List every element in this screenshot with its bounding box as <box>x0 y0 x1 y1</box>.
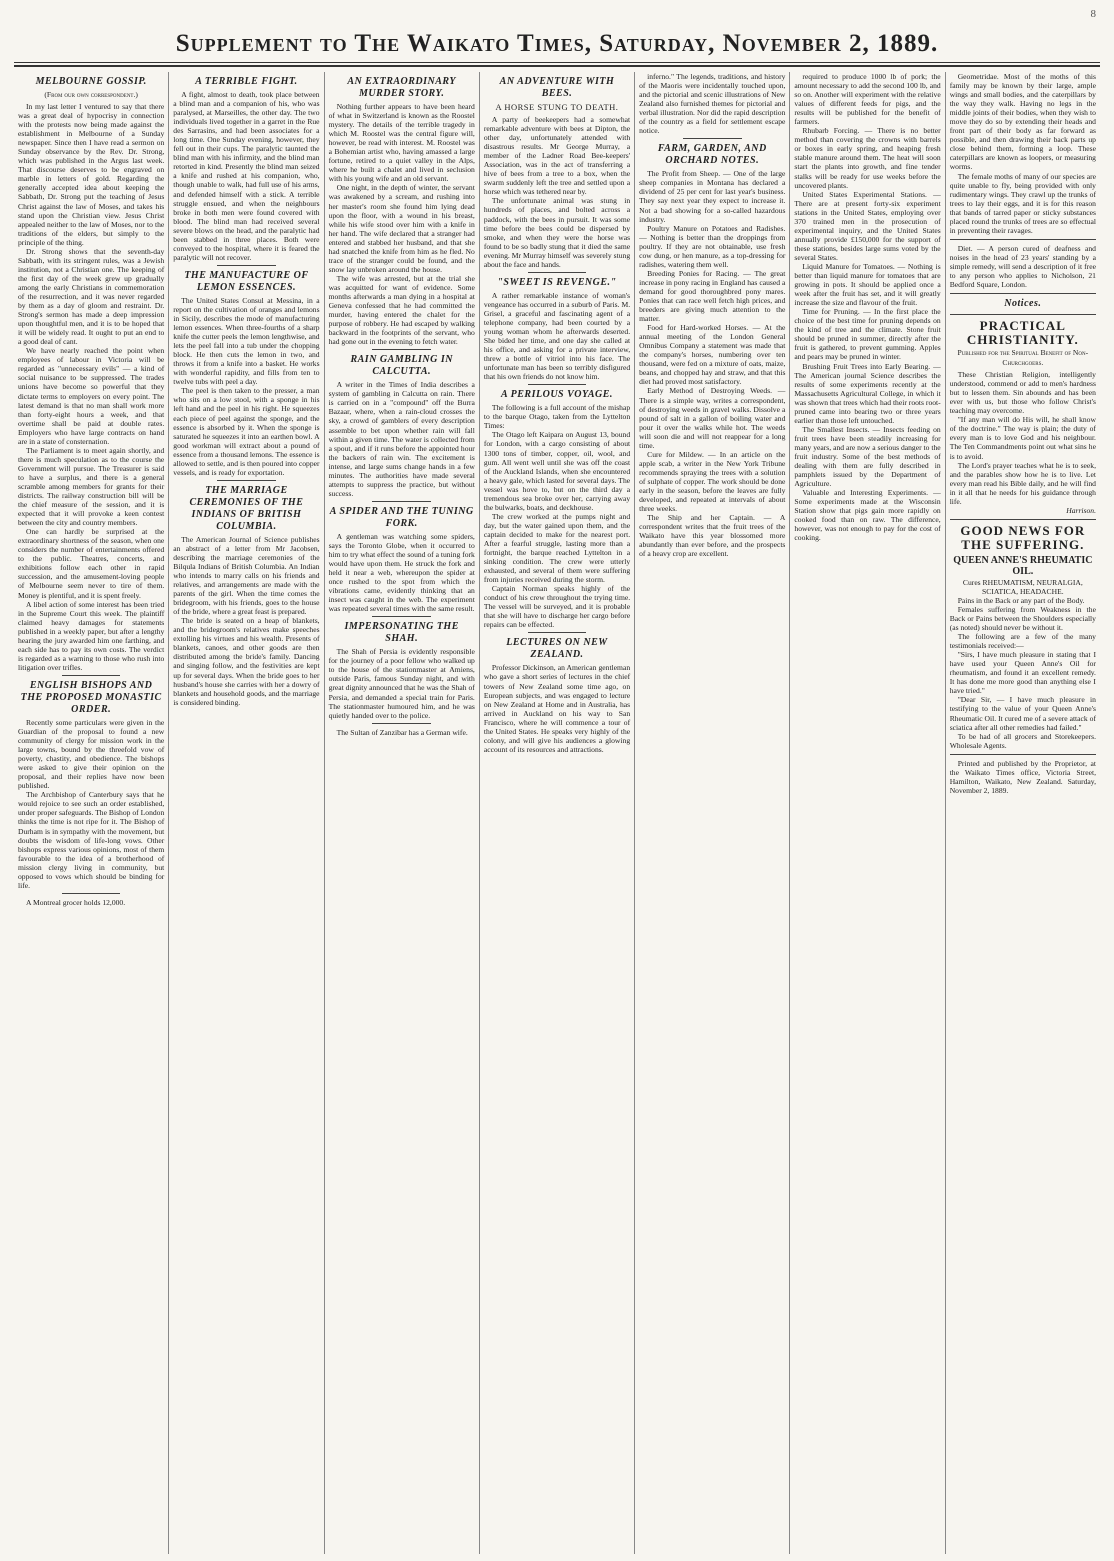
article-heading: AN ADVENTURE WITH BEES. <box>499 76 615 99</box>
column-1 <box>14 72 168 1554</box>
advert-paragraph: Diet. — A person cured of deafness and noises in the head of 23 years' standing by a simple remedy, will send a description of it free to any person who applies to Nicholson, 21 Bedford Square, London. <box>949 243 1096 290</box>
article-paragraph: The female moths of many of our species are quite unable to fly, being provided with only rudimentary wings. They crawl up the trunks of trees to lay their eggs, and it is for this reason that bands of tarred paper or sticky substances placed round the trunks of trees are so effectual in preventing their ravages. <box>949 171 1096 235</box>
article-paragraph: The unfortunate animal was stung in hundreds of places, and bolted across a paddock, with the bees in pursuit. It was some time before the bees could be dispersed by smoke, and when they were the horse was found to be so badly stung that it died the same evening. Mr Murray himself was severely stung about the face and hands. <box>483 196 631 269</box>
advert-paragraph: The Lord's prayer teaches what he is to seek, and the parables show how he is to live. Let every man read his Bible daily, and he will find in it all that he needs for his guidance through life. <box>949 460 1096 506</box>
advert-title: GOOD NEWS FOR THE SUFFERING. <box>960 522 1086 552</box>
article-divider <box>372 501 431 502</box>
article-divider <box>528 632 587 633</box>
column-4 <box>479 72 634 1554</box>
advert-paragraph: These Christian Religion, intelligently understood, commend or add to men's hardness but to lessen them. Sin abounds and has been ever with us, but those who follow Christ's teaching may overcome. <box>949 370 1096 416</box>
article-paragraph: One can hardly be surprised at the extraordinary shortness of the season, when one considers the number of entertainments offered to the public. Theatres, concerts, and exhibitions follow each other in rapid succession, and the amusement-loving people of Melbourne seem never to tire of them. Money is plentiful, and it is spent freely. <box>18 527 165 600</box>
article-heading: ENGLISH BISHOPS AND THE PROPOSED MONASTIC ORDER. <box>20 679 162 715</box>
article-paragraph: The Shah of Persia is evidently responsible for the journey of a poor fellow who walked up to the house of the stationmaster at Amiens, outside Paris, famous Sunday night, and with great dignity announced that he was the Shah of Persia, and demanded a special train for Paris. The stationmaster humoured him, and he was quietly handed over to the police. <box>328 647 475 720</box>
masthead-rule-thick <box>14 65 1100 67</box>
notices-heading: Notices. <box>1004 298 1042 310</box>
page-number: 8 <box>1090 8 1096 20</box>
article-divider <box>217 265 276 266</box>
article-paragraph: One night, in the depth of winter, the servant was awakened by a scream, and rushing into her master's room she found him lying dead upon the floor, with a wound in his breast, while his wife stood over him with a knife in her hand. The wife declared that a stranger had entered and stabbed her husband, and that she had snatched the knife from him as he fled. No trace of the stranger could be found, and the snow lay unbroken around the house. <box>328 183 475 274</box>
advert-cures: Cures RHEUMATISM, NEURALGIA, SCIATICA, HEADACHE. <box>962 577 1083 596</box>
article-divider <box>683 138 742 139</box>
advert-title: PRACTICAL CHRISTIANITY. <box>966 318 1079 348</box>
article-heading: A SPIDER AND THE TUNING FORK. <box>329 505 474 529</box>
article-divider <box>950 293 1096 294</box>
article-paragraph: The following is a full account of the mishap to the barque Otago, taken from the Lyttelton Times: <box>483 403 631 431</box>
article-paragraph: In my last letter I ventured to say that there was a great deal of hypocrisy in connection with the protests now being made against the establishment in Melbourne of a Sunday newspaper. Since then I have read a sermon on Sunday observance by the Rev. Dr. Strong, which was published in the Argus last week. That discourse deserves to be engraved on marble in letters of gold. Regarding the generally accepted idea about keeping the Sabbath, Dr. Strong put the teaching of Jesus Christ against the law of Moses, and takes his stand upon the Christian view. Jesus Christ appealed neither to the law of Moses, nor to the traditions of the elders, but simply to the principle of the thing. <box>18 102 165 247</box>
article-paragraph: Liquid Manure for Tomatoes. — Nothing is better than liquid manure for tomatoes that are growing in pots. It should be applied once a week after the fruit has set, and it will greatly increase the size and flavour of the fruit. <box>794 261 941 308</box>
advert-signature: Harrison. <box>1066 505 1096 515</box>
article-divider <box>528 384 587 385</box>
article-paragraph: Recently some particulars were given in the Guardian of the proposal to found a new community of clergy for mission work in the large towns, bound by the threefold vow of poverty, chastity, and obedience. The bishops were asked to give their opinion on the proposal, and their replies have now been published. <box>18 717 165 791</box>
article-paragraph: The Ship and her Captain. — A correspondent writes that the fruit trees of the Waikato have this year blossomed more abundantly than ever before, and the prospects of a heavy crop are excellent. <box>639 513 786 559</box>
column-2 <box>168 72 323 1554</box>
article-paragraph: Breeding Ponies for Racing. — The great increase in pony racing in England has caused a demand for good thoroughbred pony mares. Ponies that can race well fetch high prices, and breeders are giving much attention to the matter. <box>639 268 786 324</box>
article-paragraph: The American Journal of Science publishes an abstract of a letter from Mr Jacobsen, describing the marriage ceremonies of the Bilqula Indians of British Columbia. An Indian who intends to marry calls on his friends and relatives, and arrangements are made with the parents of the girl. When the time comes the bridegroom, with his friends, goes to the house of the bride, where a great feast is prepared. <box>173 534 320 617</box>
column-7 <box>945 72 1100 1554</box>
article-heading: "SWEET IS REVENGE." <box>497 276 617 288</box>
article-paragraph: Early Method of Destroying Weeds. — There is a simple way, writes a correspondent, of destroying weeds in gravel walks. Dissolve a pound of salt in a gallon of boiling water and pour it over the walks while hot. The weeds will soon die and will not reappear for a long time. <box>639 386 786 450</box>
advert-subtitle: Published for the Spiritual Benefit of Non-Churchgoers. <box>957 348 1089 368</box>
advert-paragraph: The following are a few of the many testimonials received:— <box>949 632 1096 651</box>
article-paragraph: The peel is then taken to the presser, a man who sits on a low stool, with a sponge in his left hand and the peel in his right. He squeezes each piece of peel against the sponge, and the essence is absorbed by it. When the sponge is saturated he squeezes it into an earthen bowl. A good workman will extract about a pound of essence from a thousand lemons. The essence is allowed to settle, and is then poured into copper vessels, and is ready for exportation. <box>173 386 320 477</box>
article-paragraph: Poultry Manure on Potatoes and Radishes. — Nothing is better than the droppings from poultry. If they are not obtainable, use fresh cow dung, or hen manure, as a top-dressing for radishes, watering them well. <box>639 223 786 269</box>
article-heading: A PERILOUS VOYAGE. <box>501 389 613 401</box>
article-heading: A TERRIBLE FIGHT. <box>195 76 298 87</box>
article-heading: AN EXTRAORDINARY MURDER STORY. <box>347 76 457 99</box>
column-footer: The Sultan of Zanzibar has a German wife. <box>336 727 468 737</box>
article-paragraph: Rhubarb Forcing. — There is no better method than covering the crowns with barrels or boxes in early spring, and heaping fresh stable manure around them. The heat will soon start the plants into growth, and fine tender stalks will be ready for use weeks before the uncovered plants. <box>794 126 941 190</box>
article-paragraph: The bride is seated on a heap of blankets, and the bridegroom's relatives make speeches extolling his virtues and his wealth. Presents of blankets, canoes, and other goods are then distributed among the bride's family. Dancing and singing follow, and the festivities are kept up for several days. When the bride goes to her husband's house she carries with her a dowry of blankets and household goods, and the marriage is considered binding. <box>173 616 320 707</box>
article-paragraph: Geometridae. Most of the moths of this family may be known by their large, ample wings and small bodies, and the caterpillars by the way they walk. Having no legs in the middle joints of their bodies, when they wish to move they do so by extending their heads and front part of their body as far forward as possible, and then drawing their back parts up close behind them, forming a loop. These caterpillars are known as loopers, or measuring worms. <box>949 72 1096 172</box>
newspaper-columns <box>14 72 1100 1554</box>
article-paragraph: Valuable and Interesting Experiments. — Some experiments made at the Wisconsin Station show that pigs gain more rapidly on cooked food than on raw. The difference, however, was not enough to pay for the cost of cooking. <box>794 488 941 543</box>
article-paragraph: The United States Consul at Messina, in a report on the cultivation of oranges and lemons in Sicily, describes the mode of manufacturing lemon essences. When three-fourths of a sharp knife the cutter peels the lemon lengthwise, and lets the peel fall into a tub under the chopping block. He then cuts the lemon in two, and throws it from a knife into a basket. He works with wonderful rapidity, and fills from ten to twelve tubs with peel a day. <box>173 295 320 387</box>
article-divider <box>372 723 431 724</box>
advert-paragraph: "Sirs, I have much pleasure in stating that I have used your Queen Anne's Oil for rheumatism, and found it an excellent remedy. It has done me more good than anything else I have tried." <box>949 650 1096 696</box>
article-paragraph: United States Experimental Stations. — There are at present forty-six experiment stations in the United States, employing over 370 trained men in the prosecution of experimental inquiry, and the United States annually provide £150,000 for the support of these stations, besides large sums voted by the several States. <box>794 189 941 262</box>
column-5 <box>634 72 789 1554</box>
article-paragraph: The Otago left Kaipara on August 13, bound for London, with a cargo consisting of about 1300 tons of timber, copper, oil, wool, and gum. All went well until she was off the coast of the Auckland Islands, when she encountered a heavy gale, which lasted for several days. The vessel was hove to, but on the third day a tremendous sea broke over her, carrying away the bulwarks, boats, and deckhouse. <box>483 430 631 512</box>
advert-paragraph: Females suffering from Weakness in the Back or Pains between the Shoulders especially (as noted) should never be without it. <box>949 604 1096 633</box>
article-heading: THE MANUFACTURE OF LEMON ESSENCES. <box>184 269 309 293</box>
article-paragraph: We have nearly reached the point when employees of labour in Victoria will be regarded as "unnecessary evils" — a kind of social nuisance to be suppressed. The trades unions have become so powerful that they dictate terms to employers on every point. The latest demand is that no man shall work more than forty-eight hours a week, and that overtime shall be paid at double rates. Employers who have large contracts on hand are in a state of consternation. <box>18 346 165 446</box>
article-paragraph: Brushing Fruit Trees into Early Bearing. — The American journal Science describes the results of some experiments recently at the Massachusetts Agricultural College, in which it was shown that trees which had their roots root-pruned came into bearing two or three years earlier than those left untouched. <box>794 361 941 425</box>
article-subheading: A HORSE STUNG TO DEATH. <box>495 102 619 112</box>
advert-paragraph: "Dear Sir, — I have much pleasure in testifying to the value of your Queen Anne's Rheumatic Oil. It cured me of a severe attack of sciatica after all other remedies had failed." <box>949 695 1096 732</box>
masthead-title: Supplement to The Waikato Times, Saturday, November 2, 1889. <box>175 30 939 57</box>
article-paragraph: The Archbishop of Canterbury says that he would rejoice to see such an order established, under proper safeguards. The Bishop of London thinks the time is not ripe for it. The Bishop of Durham is in sympathy with the movement, but doubts the wisdom of life-long vows. Other bishops express various opinions, most of them favourable to the idea of a brotherhood of mission clergy living in community, but opposed to vows which should be binding for life. <box>18 790 165 890</box>
advert-paragraph: Pains in the Back or any part of the Body. <box>957 595 1085 605</box>
article-divider <box>62 893 121 894</box>
article-paragraph: The Parliament is to meet again shortly, and there is much speculation as to the course the Government will pursue. The Treasurer is said to have a surplus, and there is a general scramble among members for grants for their districts. The railway construction bill will be the chief measure of the session, and it is expected that it will provoke a keen contest between the city and country members. <box>18 445 165 528</box>
article-paragraph: A rather remarkable instance of woman's vengeance has occurred in a suburb of Paris. M. Grisel, a graceful and fascinating agent of a telephone company, had been courted by a young woman whom he afterwards deserted. She bided her time, and one day she called at his office, and asking for a private interview, threw a bottle of vitriol into his face. The unfortunate man has been so terribly disfigured that his own friends do not know him. <box>483 290 631 382</box>
advert-product-name: QUEEN ANNE'S RHEUMATIC OIL. <box>953 554 1093 577</box>
article-divider <box>217 480 276 481</box>
article-divider <box>950 519 1096 520</box>
article-heading: IMPERSONATING THE SHAH. <box>344 621 459 645</box>
advert-paragraph: "If any man will do His will, he shall know of the doctrine." The way is plain; the duty of every man is to love God and his neighbour. The Ten Commandments point out what sins he is to avoid. <box>949 415 1096 461</box>
article-divider <box>950 754 1096 755</box>
article-paragraph: A fight, almost to death, took place between a blind man and a companion of his, who was paralysed, at Marseilles, the other day. The two individuals lived together in a garret in the Rue des Sarrasins, and had been associates for a long time. One Sunday evening, however, they fell out in their cups. The paralytic taunted the blind man with his infirmity, and the blind man retorted in kind. Presently the blind man seized a knife and rushed at his companion, who, though unable to walk, had full use of his arms, and defended himself with a stick. A terrible struggle ensued, and when the neighbours broke in both men were found covered with blood. The blind man had received several severe blows on the head, and the paralytic had been stabbed in three places. Both were conveyed to the hospital, where it is feared the paralytic will not recover. <box>173 90 320 262</box>
advert-paragraph: To be had of all grocers and Storekeepers. Wholesale Agents. <box>949 731 1096 750</box>
article-heading: RAIN GAMBLING IN CALCUTTA. <box>350 354 453 378</box>
article-paragraph: The Smallest Insects. — Insects feeding on fruit trees have been steadily increasing for many years, and are now a serious danger to the fruit industry. Some of the best methods of dealing with them are fully described in pamphlets issued by the Department of Agriculture. <box>794 424 941 489</box>
article-divider <box>950 314 1096 315</box>
article-divider <box>372 616 431 617</box>
article-heading: LECTURES ON NEW ZEALAND. <box>506 637 608 661</box>
article-paragraph: Professor Dickinson, an American gentleman who gave a short series of lectures in the chief towers of New Zealand some time ago, on European subjects, and was engaged to lecture on New Zealand at Home and in Australia, has arrived in Auckland on his way to San Francisco, where he will commence a tour of the United States. He speaks very highly of the colony, and will give his audiences a glowing account of its resources and attractions. <box>483 663 631 754</box>
article-divider <box>528 272 587 273</box>
article-paragraph: A gentleman was watching some spiders, says the Toronto Globe, when it occurred to him to try what effect the sound of a tuning fork would have upon them. He struck the fork and held it near a web, whereupon the spider at once rushed to the spot from which the vibrations came, evidently thinking that an insect was caught in the web. The experiment was repeated several times with the same result. <box>328 531 475 614</box>
printer-imprint: Printed and published by the Proprietor, at the Waikato Times office, Victoria Street, Hamilton, Waikato, New Zealand. Saturday, November 2, 1889. <box>949 758 1096 795</box>
article-paragraph: The Profit from Sheep. — One of the large sheep companies in Montana has declared a dividend of 25 per cent for last year's business. They say next year they expect to increase it. Not a bad showing for a so-called hazardous industry. <box>639 169 786 224</box>
article-byline: (From our own correspondent.) <box>44 90 138 99</box>
article-paragraph: A writer in the Times of India describes a system of gambling in Calcutta on rain. There is carried on in a "compound" off the Burra Bazaar, where, when a rain-cloud crosses the sky, a crowd of gamblers of every description assemble to bet upon whether rain will fall within a given time. The water is collected from a spout, and if it runs before the appointed hour the backers of rain win. The excitement is intense, and large sums change hands in a few minutes. The authorities have made several attempts to suppress the practice, but without success. <box>328 380 475 498</box>
masthead-rule <box>14 62 1100 63</box>
column-footer: A Montreal grocer holds 12,000. <box>26 897 126 907</box>
article-paragraph: required to produce 1000 lb of pork; the amount necessary to add the second 100 lb, and so on. Another will experiment with the relative values of different feeds for pigs, and the results will be published for the benefit of farmers. <box>794 72 941 127</box>
article-divider <box>950 239 1096 240</box>
column-6 <box>789 72 944 1554</box>
article-paragraph: The wife was arrested, but at the trial she was acquitted for want of evidence. Some months afterwards a man dying in a hospital at Geneva confessed that he had committed the murder, having entered the chalet for the purpose of robbery. He had escaped by walking backward in the footprints of the servant, who had gone out in the evening to fetch water. <box>328 273 475 347</box>
article-paragraph: A libel action of some interest has been tried in the Supreme Court this week. The plaintiff claimed heavy damages for statements published in a weekly paper, but after a lengthy hearing the jury awarded him one farthing, and each side has to pay its own costs. The verdict is regarded as a warning to those who rush into litigation over trifles. <box>18 599 165 672</box>
article-heading: FARM, GARDEN, AND ORCHARD NOTES. <box>657 143 767 167</box>
article-paragraph: The crew worked at the pumps night and day, but the water gained upon them, and the captain decided to make for the nearest port. After a fearful struggle, lasting more than a fortnight, the barque reached Lyttelton in a sinking condition. The crew were utterly exhausted, and several of them were suffering from injuries received during the storm. <box>483 511 631 585</box>
article-paragraph: Food for Hard-worked Horses. — At the annual meeting of the London General Omnibus Company a statement was made that the company's horses, numbering over ten thousand, were fed on a mixture of oats, maize, beans, and chopped hay and straw, and that this diet had proved most satisfactory. <box>639 323 786 387</box>
article-divider <box>62 675 121 676</box>
article-paragraph: A party of beekeepers had a somewhat remarkable adventure with bees at Dipton, the other day, unfortunately attended with disastrous results. Mr George Murray, a member of the Ladner Road Bee-keepers' Association, was in the act of transferring a hive of bees from a tree to a box, when the swarm suddenly left the tree and settled upon a horse which was tethered near by. <box>483 115 631 197</box>
column-3 <box>324 72 479 1554</box>
article-paragraph: Dr. Strong shows that the seventh-day Sabbath, with its stringent rules, was a Jewish institution, not a Christian one. The keeping of the first day of the week grew up gradually among the early Christians in commemoration of the resurrection, and it was never regarded by them as a day of gloom and restraint. Dr. Strong's sermon has made a deep impression upon thoughtful men, and it is to be hoped that it will be widely read. It ought to put an end to a good deal of cant. <box>18 246 165 347</box>
article-paragraph: inferno." The legends, traditions, and history of the Maoris were incidentally touched upon, and the pictorial and scenic illustrations of New Zealand also furnished themes for pictorial and verbal illustration. Nor did the rapid description of the country as a field for settlement escape notice. <box>639 72 786 136</box>
article-paragraph: Captain Norman speaks highly of the conduct of his crew throughout the trying time. The vessel will be surveyed, and it is probable that she will have to discharge her cargo before repairs can be effected. <box>483 584 631 630</box>
article-divider <box>372 349 431 350</box>
article-paragraph: Time for Pruning. — In the first place the choice of the best time for pruning depends on the kind of tree and the climate. Stone fruit should be pruned in summer, directly after the fruit is gathered, to prevent gumming. Apples and pears may be pruned in winter. <box>794 307 941 362</box>
article-heading: MELBOURNE GOSSIP. <box>35 76 147 87</box>
article-paragraph: Nothing further appears to have been heard of what in Switzerland is known as the Roostel mystery. The details of the terrible tragedy in which M. Roostel was the central figure will, however, be read with interest. M. Roostel was a Bohemian artist who, having amassed a large fortune, retired to a quiet valley in the Alps, where he built a chalet and lived in seclusion with his young wife and an old servant. <box>328 102 475 184</box>
article-paragraph: Cure for Mildew. — In an article on the apple scab, a writer in the New York Tribune recommends spraying the trees with a solution of sulphate of copper. The work should be done early in the season, before the leaves are fully developed, and repeated at intervals of about three weeks. <box>639 449 786 514</box>
article-heading: THE MARRIAGE CEREMONIES OF THE INDIANS OF BRITISH COLUMBIA. <box>189 484 304 532</box>
